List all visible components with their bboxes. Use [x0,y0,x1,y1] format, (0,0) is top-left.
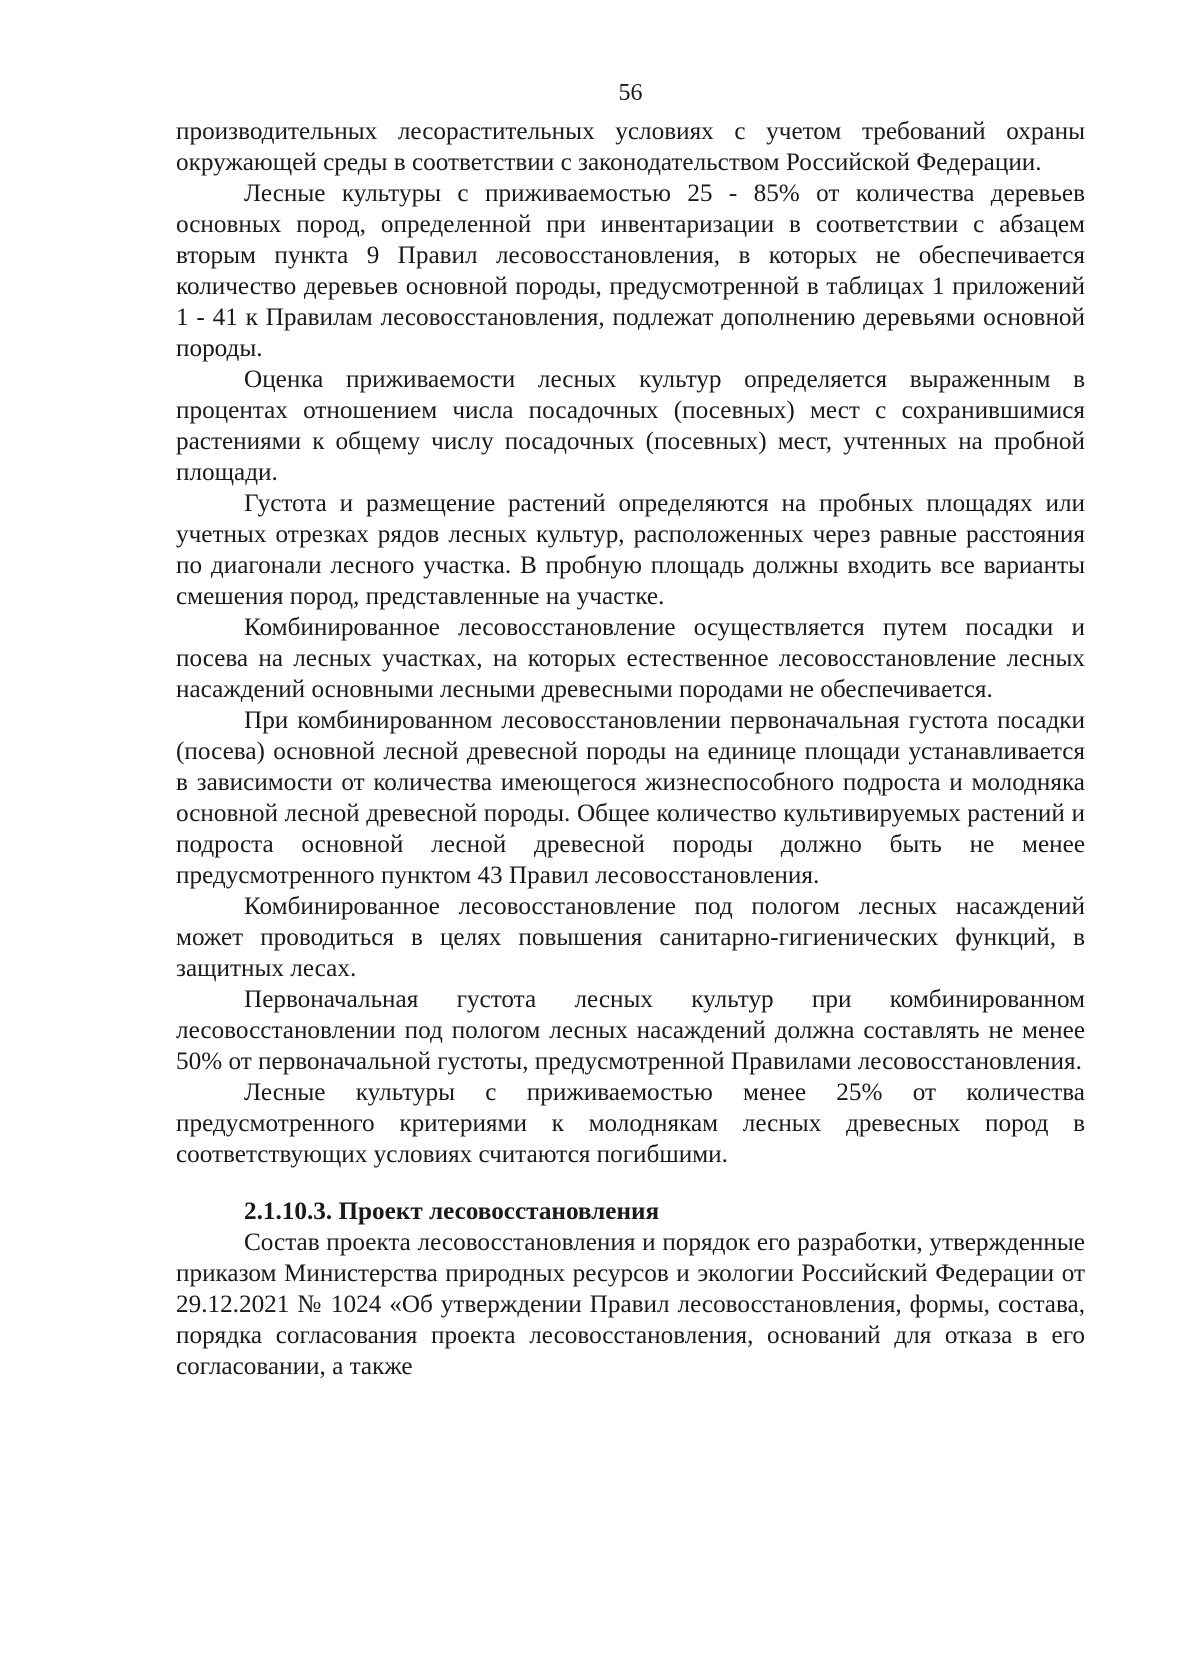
section-heading: 2.1.10.3. Проект лесовосстановления [244,1198,660,1225]
paragraph-continuation: производительных лесорастительных условиях с учетом требований охраны окружающей среды в соответствии с законодательством Российской Федерации. [176,118,1085,176]
paragraph-canopy-density: Первоначальная густота лесных культур при комбинированном лесовосстановлении под пологом лесных насаждений должна составлять не менее 50% от первоначальной густоты, предусмотренной Правилами лесовосстановления. [176,986,1085,1075]
page-number: 56 [618,80,643,106]
paragraph-combined-reforestation: Комбинированное лесовосстановление осуществляется путем посадки и посева на лесных участках, на которых естественное лесовосстановление лесных насаждений основными лесными древесными породами не обеспечивается. [176,614,1085,703]
paragraph-survival-assessment: Оценка приживаемости лесных культур определяется выраженным в процентах отношением числа посадочных (посевных) мест с сохранившимися растениями к общему числу посадочных (посевных) мест, учтенных на пробной площади. [176,366,1085,486]
section-paragraph: Состав проекта лесовосстановления и порядок его разработки, утвержденные приказом Министерства природных ресурсов и экологии Российский Федерации от 29.12.2021 № 1024 «Об утверждении Правил лесовосстановления, формы, состава, порядка согласования проекта лесовосстановления, оснований для отказа в его согласовании, а также [176,1229,1085,1380]
paragraph-initial-density: При комбинированном лесовосстановлении первоначальная густота посадки (посева) основной лесной древесной породы на единице площади устанавливается в зависимости от количества имеющегося жизнеспособного подроста и молодняка основной лесной древесной породы. Общее количество культивируемых растений и подроста основной лесной древесной породы должно быть не менее предусмотренного пунктом 43 Правил лесовосстановления. [176,707,1085,889]
paragraph-under-canopy: Комбинированное лесовосстановление под пологом лесных насаждений может проводиться в целях повышения санитарно-гигиенических функций, в защитных лесах. [176,893,1085,982]
document-page [176,78,1085,1382]
paragraph-dead-cultures: Лесные культуры с приживаемостью менее 25% от количества предусмотренного критериями к молоднякам лесных древесных пород в соответствующих условиях считаются погибшими. [176,1079,1085,1168]
paragraph-survival-rate: Лесные культуры с приживаемостью 25 - 85% от количества деревьев основных пород, определенной при инвентаризации в соответствии с абзацем вторым пункта 9 Правил лесовосстановления, в которых не обеспечивается количество деревьев основной породы, предусмотренной в таблицах 1 приложений 1 - 41 к Правилам лесовосстановления, подлежат дополнению деревьями основной породы. [176,180,1085,362]
paragraph-density-placement: Густота и размещение растений определяются на пробных площадях или учетных отрезках рядов лесных культур, расположенных через равные расстояния по диагонали лесного участка. В пробную площадь должны входить все варианты смешения пород, представленные на участке. [176,490,1085,610]
